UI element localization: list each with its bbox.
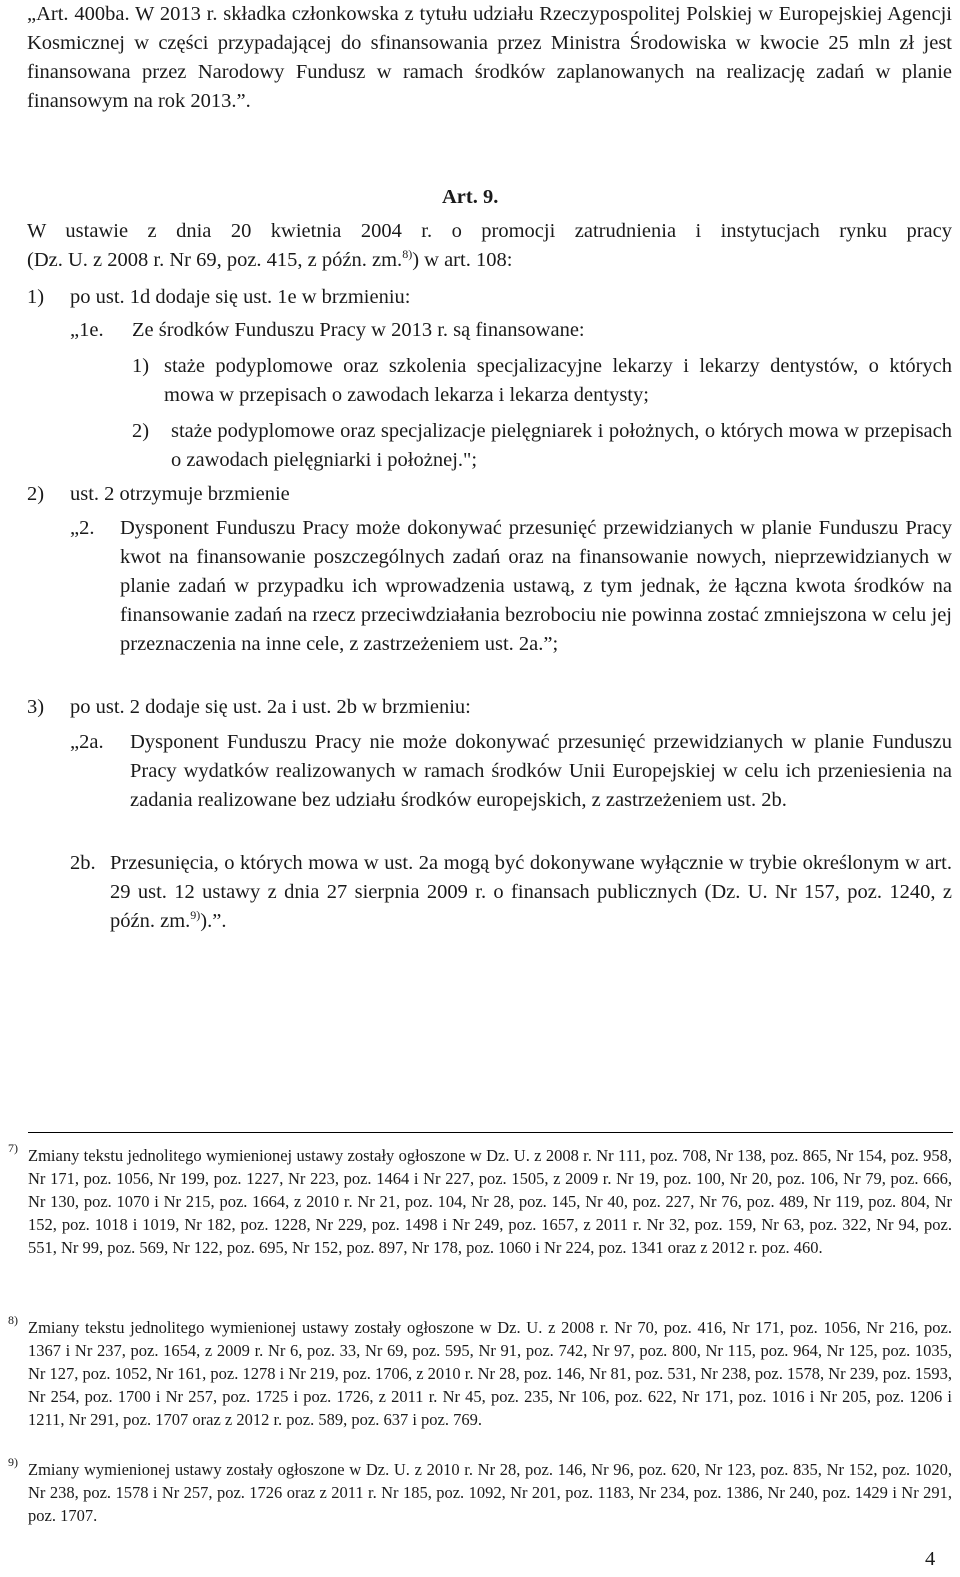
item-1-sub1-text: staże podyplomowe oraz szkolenia specjalizacyjne lekarzy i lekarzy dentystów, o których mowa w przepisach o zawodach lekarza i lekarza dentysty; xyxy=(164,355,952,406)
item-1-sub1-label: 1) xyxy=(132,355,150,377)
footnote-7-text: Zmiany tekstu jednolitego wymienionej ustawy zostały ogłoszone w Dz. U. z 2008 r. Nr 111, poz. 708, Nr 138, poz. 865, Nr 154, poz. 958, Nr 171, poz. 1056, Nr 199, poz. 1227, Nr 223, poz. 1464 i Nr 227, poz. 1505, z 2009 r. Nr 19, poz. 100, Nr 20, poz. 106, Nr 79, poz. 666, Nr 130, poz. 1070 i Nr 215, poz. 1664, z 2010 r. Nr 21, poz. 104, Nr 28, poz. 145, Nr 40, poz. 227, Nr 76, poz. 489, Nr 119, poz. 804, Nr 152, poz. 1018 i 1019, Nr 182, poz. 1228, Nr 229, poz. 1498 i Nr 249, poz. 1657, z 2011 r. Nr 32, poz. 159, Nr 63, poz. 322, Nr 94, poz. 551, Nr 99, poz. 569, Nr 122, poz. 695, Nr 152, poz. 897, Nr 178, poz. 1060 i Nr 224, poz. 1341 oraz z 2012 r. poz. 460. xyxy=(28,1146,952,1257)
item-1-text: po ust. 1d dodaje się ust. 1e w brzmieniu: xyxy=(70,286,411,308)
item-2-quote-text: Dysponent Funduszu Pracy może dokonywać przesunięć przewidzianych w planie Funduszu Pracy kwot na finansowanie poszczególnych zadań oraz na finansowanie nowych, nieprzewidzianych w planie zadań w przypadku ich wprowadzenia ustawą, z tym jednak, że łączna kwota środków na finansowanie zadań na rzecz przeciwdziałania bezrobociu nie powinna zostać zmniejszona w celu jej przeznaczenia na inne cele, z zastrzeżeniem ust. 2a.”; xyxy=(120,517,952,655)
page-number: 4 xyxy=(925,1548,936,1570)
item-1-label: 1) xyxy=(27,286,45,308)
item-3-2a-label: „2a. xyxy=(70,731,104,753)
item-3-text: po ust. 2 dodaje się ust. 2a i ust. 2b w brzmieniu: xyxy=(70,696,471,718)
footnote-9-mark: 9) xyxy=(8,1455,18,1469)
item-1-sub2-label: 2) xyxy=(132,420,150,442)
item-3-2b-text-a: Przesunięcia, o których mowa w ust. 2a mogą być dokonywane wyłącznie w trybie określonym w art. 29 ust. 12 ustawy z dnia 27 sierpnia 2009 r. o finansach publicznych (Dz. U. Nr 157, poz. 1240, z późn. zm. xyxy=(110,852,952,932)
item-1-quote-text: Ze środków Funduszu Pracy w 2013 r. są finansowane: xyxy=(132,319,585,341)
law-reference-text-b: ) w art. 108: xyxy=(412,249,513,271)
footnote-8-mark: 8) xyxy=(8,1313,18,1327)
item-2-quote-label: „2. xyxy=(70,517,95,539)
law-reference-line2 xyxy=(27,246,512,275)
item-3-2b-text-b: ).”. xyxy=(200,910,227,932)
footnote-8-text: Zmiany tekstu jednolitego wymienionej ustawy zostały ogłoszone w Dz. U. z 2008 r. Nr 70, poz. 416, Nr 171, poz. 1056, Nr 216, poz. 1367 i Nr 237, poz. 1654, z 2009 r. Nr 6, poz. 33, Nr 69, poz. 595, Nr 91, poz. 742, Nr 97, poz. 800, Nr 115, poz. 964, Nr 125, poz. 1035, Nr 127, poz. 1052, Nr 161, poz. 1278 i Nr 219, poz. 1706, z 2010 r. Nr 28, poz. 146, Nr 81, poz. 531, Nr 238, poz. 1578, Nr 239, poz. 1593, Nr 254, poz. 1700 i Nr 257, poz. 1725 i poz. 1726, z 2011 r. Nr 45, poz. 235, Nr 106, poz. 622, Nr 171, poz. 1016 i Nr 205, poz. 1206 i 1211, Nr 291, poz. 1707 oraz z 2012 r. poz. 589, poz. 637 i poz. 769. xyxy=(28,1318,952,1429)
item-2-text: ust. 2 otrzymuje brzmienie xyxy=(70,483,290,505)
footnote-7-mark: 7) xyxy=(8,1141,18,1155)
law-reference-text-a: (Dz. U. z 2008 r. Nr 69, poz. 415, z późn. zm. xyxy=(27,249,403,271)
item-3-2b-label: 2b. xyxy=(70,852,96,874)
item-1-quote-label: „1e. xyxy=(70,319,104,341)
item-2-label: 2) xyxy=(27,483,45,505)
footnote-ref-9: 9) xyxy=(190,908,201,923)
item-1-sub2-text: staże podyplomowe oraz specjalizacje pielęgniarek i położnych, o których mowa w przepisach o zawodach pielęgniarki i położnej."; xyxy=(171,420,952,471)
law-reference-line1: W ustawie z dnia 20 kwietnia 2004 r. o promocji zatrudnienia i instytucjach rynku pracy xyxy=(27,220,952,242)
footnote-ref-8: 8) xyxy=(402,247,413,262)
item-3-2b-text xyxy=(110,849,952,936)
footnote-separator xyxy=(28,1132,953,1133)
footnote-9-text: Zmiany wymienionej ustawy zostały ogłoszone w Dz. U. z 2010 r. Nr 28, poz. 146, Nr 96, poz. 620, Nr 123, poz. 835, Nr 152, poz. 1020, Nr 238, poz. 1578 i Nr 257, poz. 1726 oraz z 2011 r. Nr 185, poz. 1092, Nr 201, poz. 1183, Nr 234, poz. 1386, Nr 240, poz. 1429 i Nr 291, poz. 1707. xyxy=(28,1460,952,1525)
item-3-2a-text: Dysponent Funduszu Pracy nie może dokonywać przesunięć przewidzianych w planie Funduszu Pracy wydatków realizowanych w ramach środków Unii Europejskiej w celu ich przeniesienia na zadania realizowane bez udziału środków europejskich, z zastrzeżeniem ust. 2b. xyxy=(130,731,952,811)
item-3-label: 3) xyxy=(27,696,45,718)
intro-paragraph: „Art. 400ba. W 2013 r. składka członkowska z tytułu udziału Rzeczypospolitej Polskiej w Europejskiej Agencji Kosmicznej w części przypadającej do sfinansowania przez Ministra Środowiska w kwocie 25 mln zł jest finansowana przez Narodowy Fundusz w ramach środków zaplanowanych na realizację zadań w planie finansowym na rok 2013.”. xyxy=(27,3,952,112)
article-heading: Art. 9. xyxy=(442,186,499,208)
